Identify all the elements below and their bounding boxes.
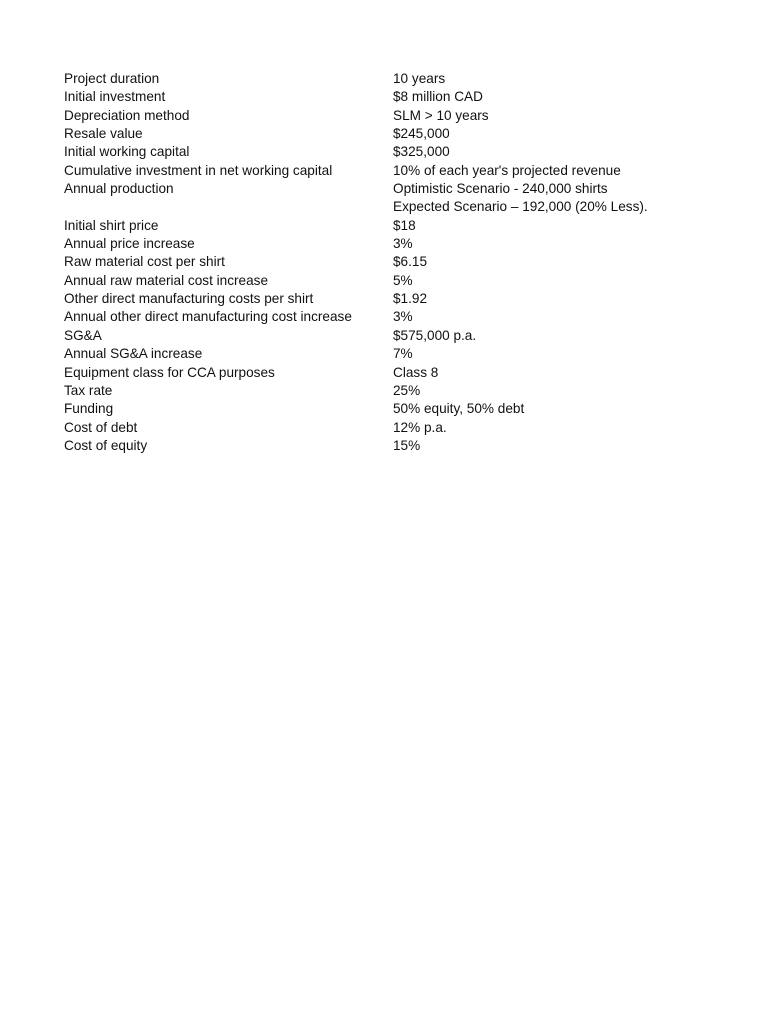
table-row bbox=[64, 143, 704, 161]
table-row bbox=[64, 70, 704, 88]
row-label: Annual raw material cost increase bbox=[64, 272, 268, 288]
row-value: $6.15 bbox=[393, 254, 428, 270]
row-value: 12% p.a. bbox=[393, 419, 447, 435]
assumptions-table bbox=[64, 70, 704, 455]
table-row bbox=[64, 345, 704, 363]
row-label: Initial shirt price bbox=[64, 217, 159, 233]
table-row bbox=[64, 382, 704, 400]
row-label: Resale value bbox=[64, 126, 143, 142]
table-row bbox=[64, 217, 704, 235]
row-label: Annual SG&A increase bbox=[64, 346, 203, 362]
table-row bbox=[64, 327, 704, 345]
table-row bbox=[64, 180, 704, 198]
row-value: Class 8 bbox=[393, 364, 439, 380]
row-value: $245,000 bbox=[393, 126, 450, 142]
row-label: Annual price increase bbox=[64, 236, 195, 252]
row-label: Equipment class for CCA purposes bbox=[64, 364, 275, 380]
row-label: Funding bbox=[64, 401, 114, 417]
table-row bbox=[64, 308, 704, 326]
row-value: 3% bbox=[393, 309, 413, 325]
table-row bbox=[64, 364, 704, 382]
table-row bbox=[64, 235, 704, 253]
row-label: Initial working capital bbox=[64, 144, 190, 160]
row-label: Annual production bbox=[64, 181, 174, 197]
row-label bbox=[64, 198, 393, 216]
row-label: Other direct manufacturing costs per shirt bbox=[64, 291, 314, 307]
row-label: SG&A bbox=[64, 327, 102, 343]
row-value: 15% bbox=[393, 437, 421, 453]
table-row bbox=[64, 198, 704, 216]
table-row bbox=[64, 290, 704, 308]
table-row bbox=[64, 400, 704, 418]
row-label: Cost of equity bbox=[64, 437, 148, 453]
row-label: Tax rate bbox=[64, 382, 113, 398]
row-value: $575,000 p.a. bbox=[393, 327, 477, 343]
row-label: Raw material cost per shirt bbox=[64, 254, 225, 270]
row-value: $1.92 bbox=[393, 291, 428, 307]
table-row bbox=[64, 253, 704, 271]
table-row bbox=[64, 419, 704, 437]
row-label: Initial investment bbox=[64, 89, 166, 105]
row-value: $18 bbox=[393, 217, 416, 233]
row-value: SLM > 10 years bbox=[393, 107, 489, 123]
table-row bbox=[64, 162, 704, 180]
table-row bbox=[64, 272, 704, 290]
row-value: $325,000 bbox=[393, 144, 450, 160]
row-value: 50% equity, 50% debt bbox=[393, 401, 525, 417]
table-row bbox=[64, 125, 704, 143]
row-label: Project duration bbox=[64, 71, 160, 86]
table-row bbox=[64, 107, 704, 125]
row-value: 25% bbox=[393, 382, 421, 398]
row-value: $8 million CAD bbox=[393, 89, 483, 105]
row-label: Annual other direct manufacturing cost increase bbox=[64, 309, 352, 325]
row-value: 7% bbox=[393, 346, 413, 362]
row-label: Cost of debt bbox=[64, 419, 138, 435]
row-label: Depreciation method bbox=[64, 107, 190, 123]
table-row bbox=[64, 88, 704, 106]
row-value: 5% bbox=[393, 272, 413, 288]
row-value: Expected Scenario – 192,000 (20% Less). bbox=[393, 199, 648, 215]
row-value: Optimistic Scenario - 240,000 shirts bbox=[393, 181, 608, 197]
row-value: 10% of each year's projected revenue bbox=[393, 162, 621, 178]
table-row bbox=[64, 437, 704, 455]
row-value: 10 years bbox=[393, 71, 446, 86]
row-value: 3% bbox=[393, 236, 413, 252]
row-label: Cumulative investment in net working capital bbox=[64, 162, 333, 178]
